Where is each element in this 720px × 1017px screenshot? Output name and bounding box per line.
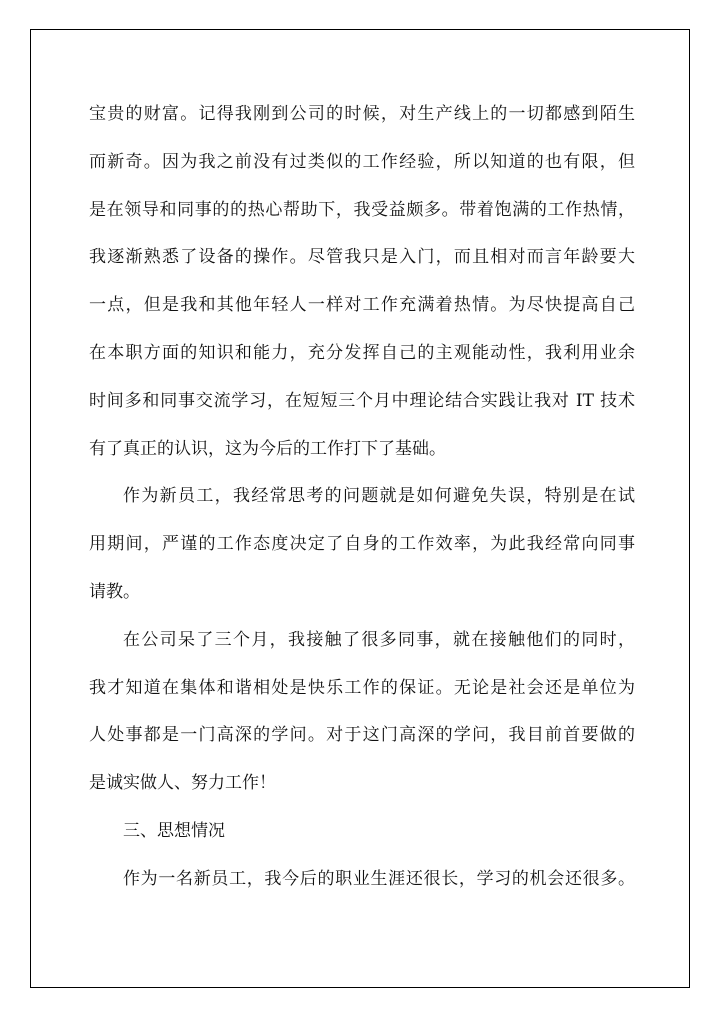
text-line: 人处事都是一门高深的学问。对于这门高深的学问，我目前首要做的 xyxy=(89,725,635,746)
text-line: 宝贵的财富。记得我刚到公司的时候，对生产线上的一切都感到陌生 xyxy=(89,104,635,124)
document-page xyxy=(30,29,690,988)
text-line: 在本职方面的知识和能力，充分发挥自己的主观能动性，我利用业余 xyxy=(89,342,635,363)
section-heading: 三、思想情况 xyxy=(123,820,225,841)
text-line: 有了真正的认识，这为今后的工作打下了基础。 xyxy=(89,438,446,459)
text-line: 是在领导和同事的的热心帮助下，我受益颇多。带着饱满的工作热情， xyxy=(89,199,635,220)
text-line: 而新奇。因为我之前没有过类似的工作经验，所以知道的也有限，但 xyxy=(89,151,635,172)
text-line: 一点，但是我和其他年轻人一样对工作充满着热情。为尽快提高自己 xyxy=(89,295,635,316)
text-line: 是诚实做人、努力工作！ xyxy=(89,773,276,794)
paragraph-first-line: 作为一名新员工，我今后的职业生涯还很长，学习的机会还很多。 xyxy=(123,868,635,889)
text-line: 用期间，严谨的工作态度决定了自身的工作效率，为此我经常向同事 xyxy=(89,534,635,555)
text-line: 时间多和同事交流学习，在短短三个月中理论结合实践让我对 IT 技术 xyxy=(89,390,635,411)
paragraph-first-line: 在公司呆了三个月，我接触了很多同事，就在接触他们的同时， xyxy=(123,629,635,650)
paragraph-first-line: 作为新员工，我经常思考的问题就是如何避免失误，特别是在试 xyxy=(123,486,635,507)
text-line: 请教。 xyxy=(89,581,140,602)
text-line: 我逐渐熟悉了设备的操作。尽管我只是入门，而且相对而言年龄要大 xyxy=(89,247,635,268)
document-body xyxy=(89,91,635,904)
text-line: 我才知道在集体和谐相处是快乐工作的保证。无论是社会还是单位为 xyxy=(89,677,635,698)
